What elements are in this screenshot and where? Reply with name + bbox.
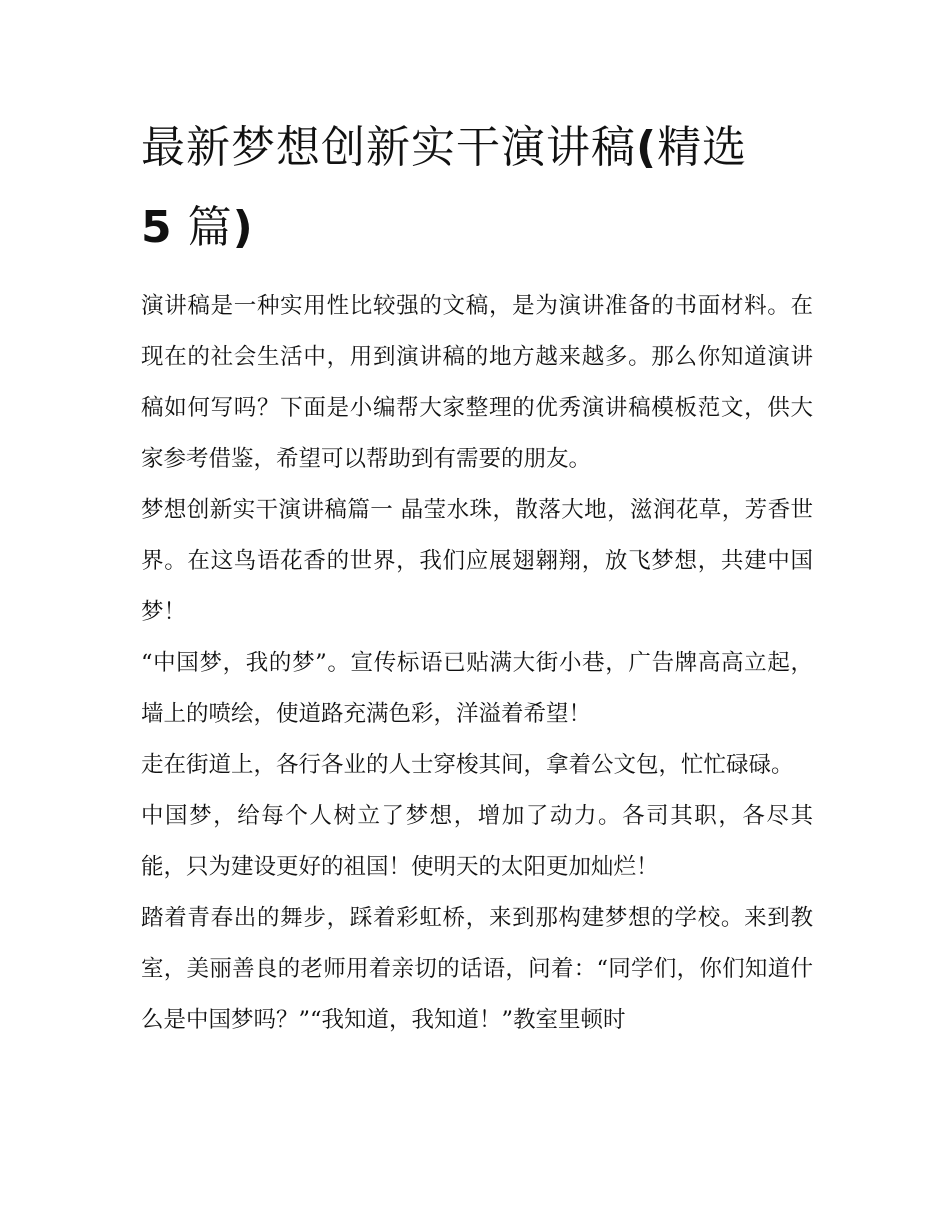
title-main-text: 最新梦想创新实干演讲稿 [141, 122, 636, 173]
body-paragraph: “中国梦，我的梦”。宣传标语已贴满大街小巷，广告牌高高立起，墙上的喷绘，使道路充满色彩，洋溢着希望！ [141, 650, 813, 727]
body-paragraph: 中国梦，给每个人树立了梦想，增加了动力。各司其职，各尽其能，只为建设更好的祖国！使明天的太阳更加灿烂！ [141, 803, 813, 880]
document-page [141, 108, 813, 1046]
title-paren-close: ) [232, 202, 254, 253]
title-selected-text: 精选 [657, 122, 748, 173]
title-count-unit: 篇 [172, 202, 233, 253]
body-paragraph: 踏着青春出的舞步，踩着彩虹桥，来到那构建梦想的学校。来到教室，美丽善良的老师用着亲切的话语，问着：“同学们，你们知道什么是中国梦吗？”“我知道，我知道！”教室里顿时 [141, 905, 813, 1033]
body-paragraph: 演讲稿是一种实用性比较强的文稿，是为演讲准备的书面材料。在现在的社会生活中，用到演讲稿的地方越来越多。那么你知道演讲稿如何写吗？下面是小编帮大家整理的优秀演讲稿模板范文，供大家参考借鉴，希望可以帮助到有需要的朋友。 [141, 293, 813, 472]
document-title [141, 108, 813, 268]
title-count: 5 [141, 202, 173, 253]
title-paren-open: ( [636, 122, 658, 173]
body-paragraph: 梦想创新实干演讲稿篇一 晶莹水珠，散落大地，滋润花草，芳香世界。在这鸟语花香的世界，我们应展翅翱翔，放飞梦想，共建中国梦！ [141, 497, 813, 625]
body-paragraph: 走在街道上，各行各业的人士穿梭其间，拿着公文包，忙忙碌碌。 [141, 752, 794, 778]
